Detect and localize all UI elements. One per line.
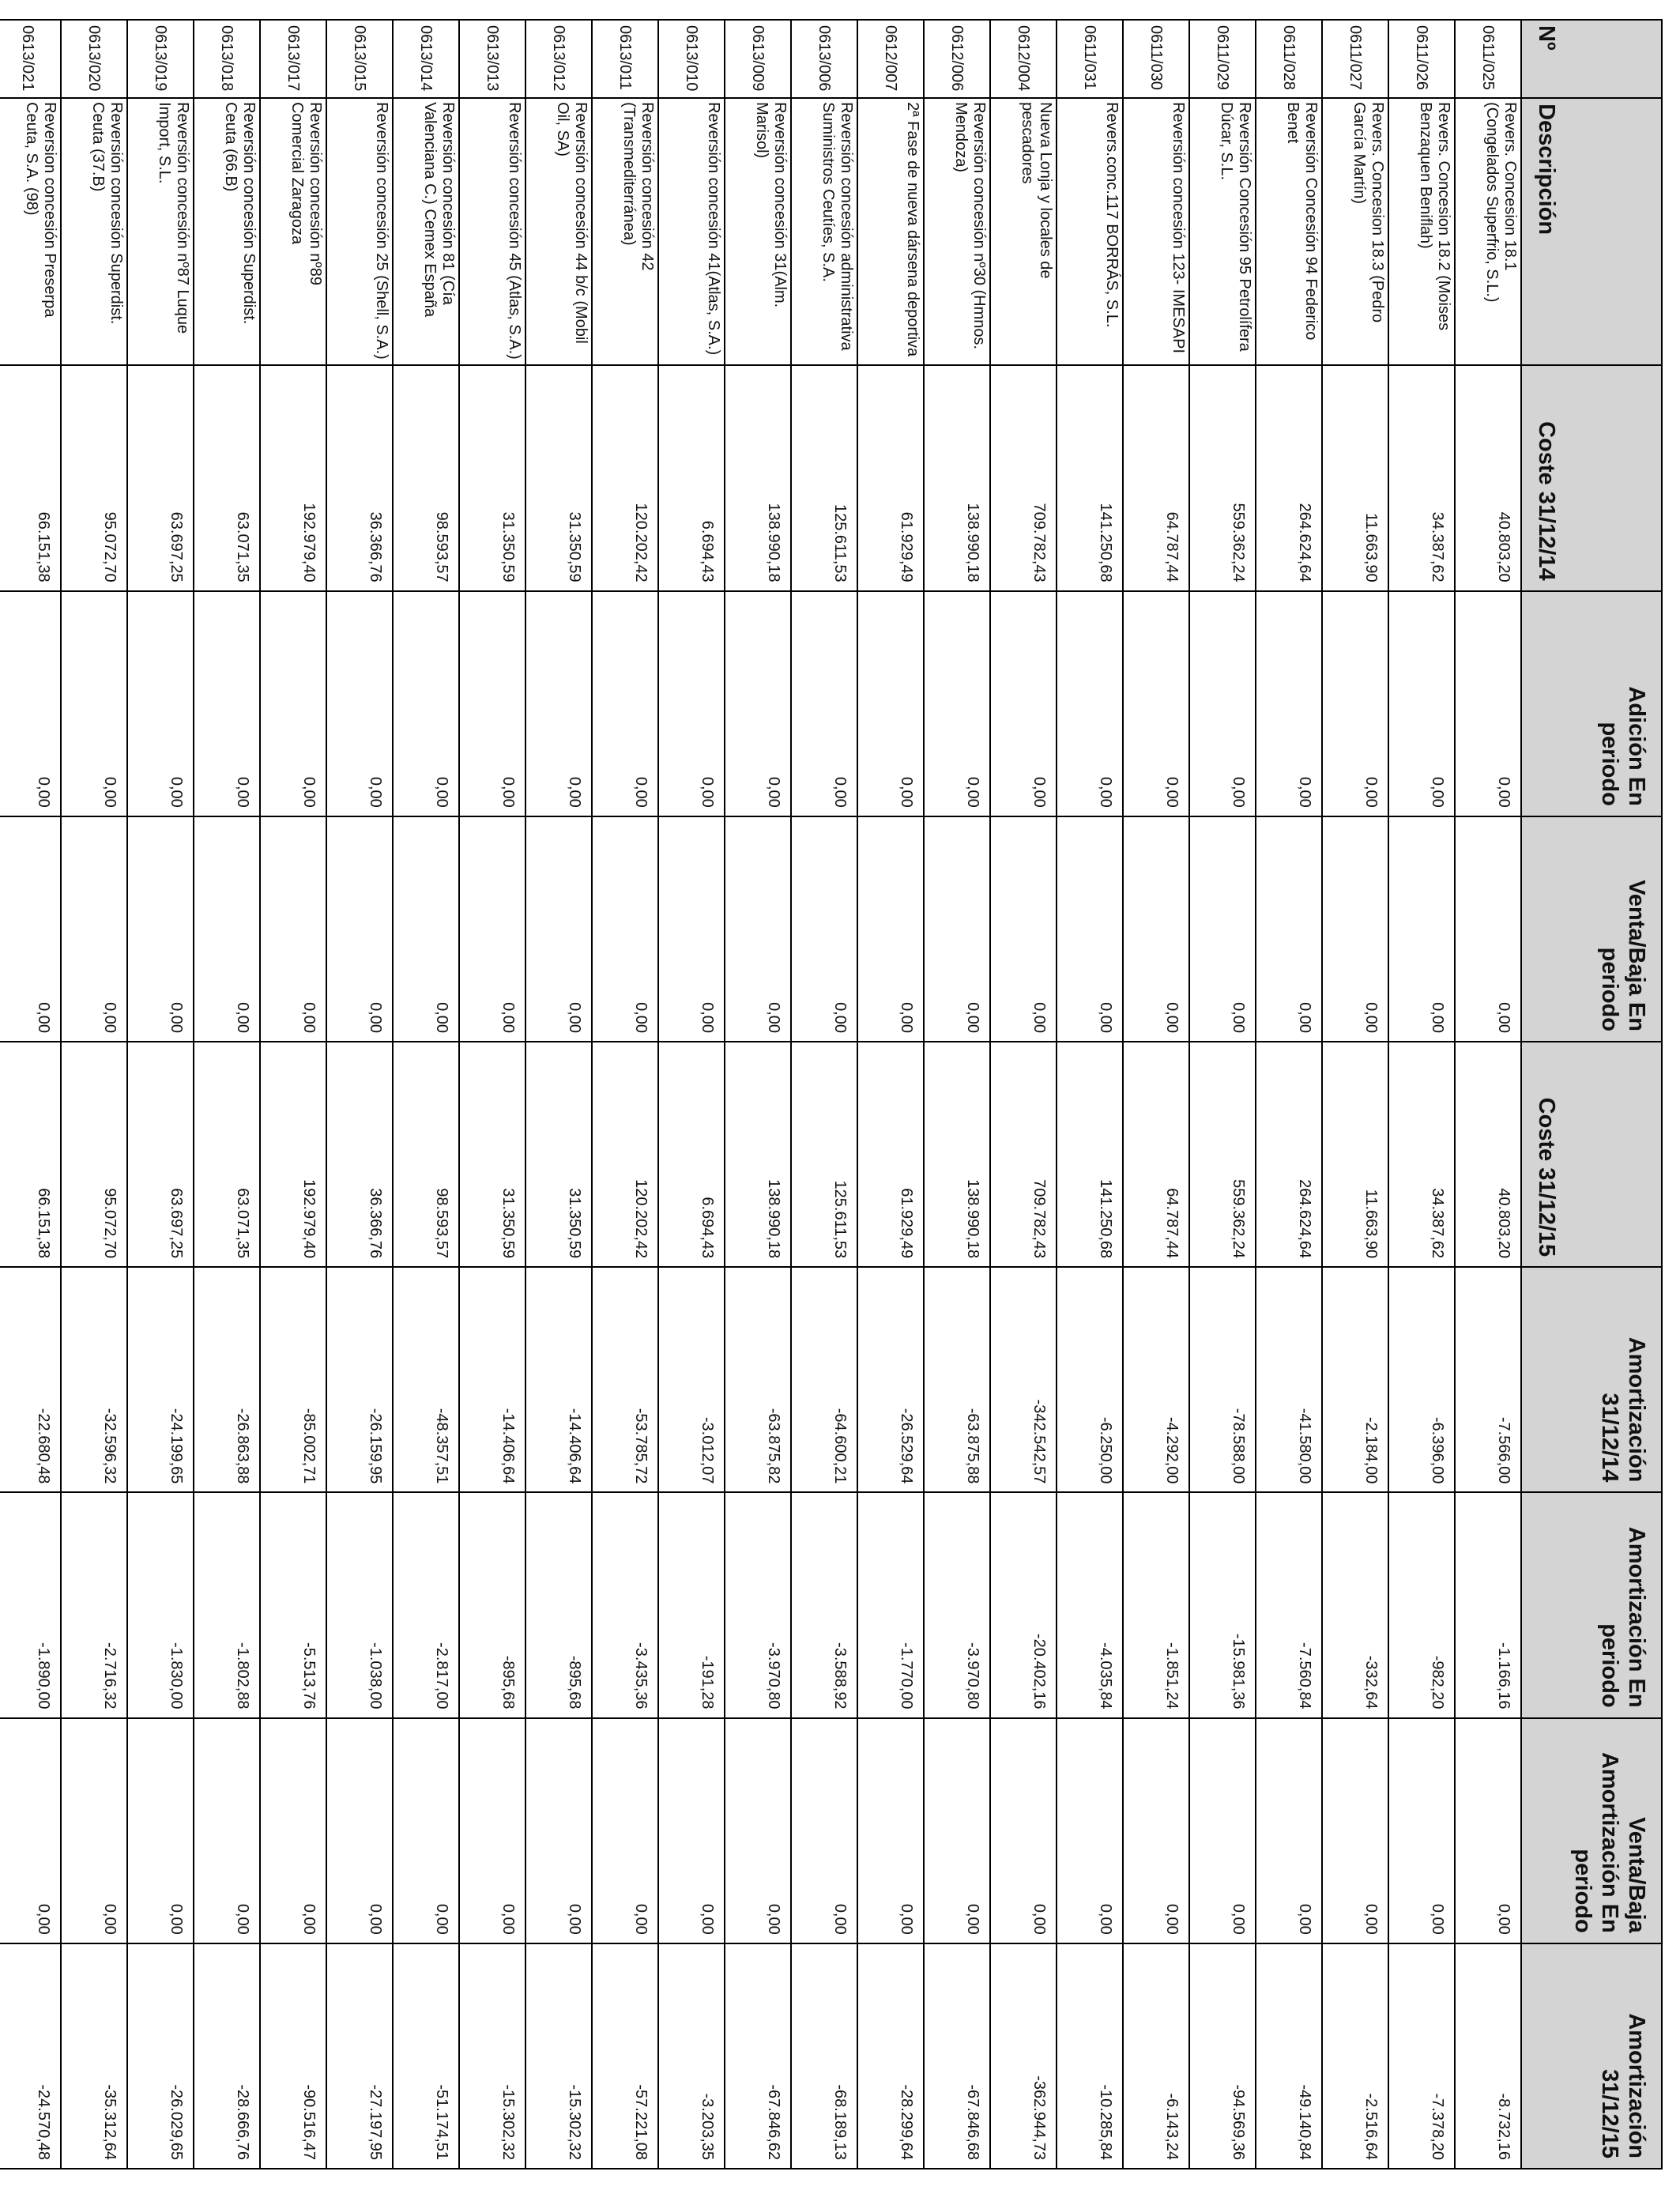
coste-15-cell: 264.624,64 <box>1256 1042 1322 1267</box>
adicion-cell: 0,00 <box>791 591 857 816</box>
adicion-cell: 0,00 <box>1455 591 1521 816</box>
num-cell: 0613/017 <box>260 20 326 98</box>
num-cell: 0611/027 <box>1322 20 1388 98</box>
amort-periodo-cell: -3.588,92 <box>791 1492 857 1717</box>
amort-15-cell: -28.299,64 <box>857 1943 924 2169</box>
table-row <box>725 20 791 2169</box>
header-amort-periodo: Amortización En periodo <box>1521 1492 1662 1717</box>
description-cell: Revers. Concesion 18.2 (Moises Benzaquen Beniflah) <box>1388 98 1455 365</box>
adicion-cell: 0,00 <box>924 591 990 816</box>
venta-baja-amort-cell: 0,00 <box>1388 1718 1455 1943</box>
amort-15-cell: -15.302,32 <box>459 1943 525 2169</box>
venta-baja-amort-cell: 0,00 <box>0 1718 61 1943</box>
coste-15-cell: 98.593,57 <box>393 1042 459 1267</box>
amort-14-cell: -26.529,64 <box>857 1267 924 1492</box>
amort-14-cell: -4.292,00 <box>1123 1267 1189 1492</box>
table-row <box>1388 20 1455 2169</box>
description-cell: Reversión concesión 25 (Shell, S.A.) <box>326 98 393 365</box>
amort-periodo-cell: -5.513,76 <box>260 1492 326 1717</box>
num-cell: 0613/014 <box>393 20 459 98</box>
coste-15-cell: 192.979,40 <box>260 1042 326 1267</box>
coste-14-cell: 63.697,25 <box>127 365 194 590</box>
coste-15-cell: 120.202,42 <box>592 1042 658 1267</box>
venta-baja-cell: 0,00 <box>857 816 924 1042</box>
venta-baja-cell: 0,00 <box>326 816 393 1042</box>
num-cell: 0611/026 <box>1388 20 1455 98</box>
amort-periodo-cell: -7.560,84 <box>1256 1492 1322 1717</box>
amort-14-cell: -63.875,88 <box>924 1267 990 1492</box>
adicion-cell: 0,00 <box>525 591 592 816</box>
venta-baja-cell: 0,00 <box>260 816 326 1042</box>
table-body <box>0 20 1521 2169</box>
table-row <box>592 20 658 2169</box>
table-row <box>791 20 857 2169</box>
amort-periodo-cell: -4.035,84 <box>1057 1492 1123 1717</box>
amort-15-cell: -68.189,13 <box>791 1943 857 2169</box>
coste-14-cell: 66.151,38 <box>0 365 61 590</box>
venta-baja-cell: 0,00 <box>791 816 857 1042</box>
adicion-cell: 0,00 <box>260 591 326 816</box>
coste-15-cell: 559.362,24 <box>1189 1042 1256 1267</box>
venta-baja-amort-cell: 0,00 <box>459 1718 525 1943</box>
venta-baja-cell: 0,00 <box>725 816 791 1042</box>
adicion-cell: 0,00 <box>194 591 260 816</box>
amort-14-cell: -41.580,00 <box>1256 1267 1322 1492</box>
amort-15-cell: -90.516,47 <box>260 1943 326 2169</box>
venta-baja-cell: 0,00 <box>459 816 525 1042</box>
venta-baja-amort-cell: 0,00 <box>1123 1718 1189 1943</box>
amort-periodo-cell: -1.802,88 <box>194 1492 260 1717</box>
coste-15-cell: 31.350,59 <box>459 1042 525 1267</box>
venta-baja-amort-cell: 0,00 <box>1322 1718 1388 1943</box>
table-row <box>61 20 127 2169</box>
amort-14-cell: -22.680,48 <box>0 1267 61 1492</box>
venta-baja-cell: 0,00 <box>592 816 658 1042</box>
adicion-cell: 0,00 <box>1388 591 1455 816</box>
amort-15-cell: -2.516,64 <box>1322 1943 1388 2169</box>
header-venta-baja: Venta/Baja En periodo <box>1521 816 1662 1042</box>
amort-periodo-cell: -3.970,80 <box>725 1492 791 1717</box>
coste-14-cell: 61.929,49 <box>857 365 924 590</box>
amort-14-cell: -3.012,07 <box>658 1267 725 1492</box>
num-cell: 0613/013 <box>459 20 525 98</box>
amort-15-cell: -3.203,35 <box>658 1943 725 2169</box>
venta-baja-cell: 0,00 <box>194 816 260 1042</box>
table-row <box>1322 20 1388 2169</box>
table-row <box>658 20 725 2169</box>
num-cell: 0611/031 <box>1057 20 1123 98</box>
adicion-cell: 0,00 <box>1057 591 1123 816</box>
header-num: Nº <box>1521 20 1662 98</box>
adicion-cell: 0,00 <box>658 591 725 816</box>
amort-14-cell: -342.542,57 <box>990 1267 1057 1492</box>
adicion-cell: 0,00 <box>0 591 61 816</box>
coste-14-cell: 559.362,24 <box>1189 365 1256 590</box>
num-cell: 0613/020 <box>61 20 127 98</box>
coste-15-cell: 6.694,43 <box>658 1042 725 1267</box>
num-cell: 0613/019 <box>127 20 194 98</box>
venta-baja-amort-cell: 0,00 <box>127 1718 194 1943</box>
description-cell: Reversión concesión nº87 Luque Import, S.L. <box>127 98 194 365</box>
coste-15-cell: 11.663,90 <box>1322 1042 1388 1267</box>
header-amort-14: Amortización 31/12/14 <box>1521 1267 1662 1492</box>
description-cell: Reversión concesión 123- IMESAPI <box>1123 98 1189 365</box>
amort-14-cell: -26.159,95 <box>326 1267 393 1492</box>
venta-baja-amort-cell: 0,00 <box>1455 1718 1521 1943</box>
coste-14-cell: 141.250,68 <box>1057 365 1123 590</box>
coste-14-cell: 36.366,76 <box>326 365 393 590</box>
amort-14-cell: -64.600,21 <box>791 1267 857 1492</box>
amort-periodo-cell: -15.981,36 <box>1189 1492 1256 1717</box>
table-row <box>1123 20 1189 2169</box>
coste-14-cell: 192.979,40 <box>260 365 326 590</box>
description-cell: Revers.conc.117 BORRÁS, S.L. <box>1057 98 1123 365</box>
num-cell: 0613/012 <box>525 20 592 98</box>
amort-15-cell: -28.666,76 <box>194 1943 260 2169</box>
venta-baja-amort-cell: 0,00 <box>393 1718 459 1943</box>
header-amort-15: Amortización 31/12/15 <box>1521 1943 1662 2169</box>
description-cell: Reversión concesión nº89 Comercial Zaragoza <box>260 98 326 365</box>
header-coste-14: Coste 31/12/14 <box>1521 365 1662 590</box>
amort-14-cell: -6.396,00 <box>1388 1267 1455 1492</box>
amort-periodo-cell: -895,68 <box>525 1492 592 1717</box>
coste-14-cell: 40.803,20 <box>1455 365 1521 590</box>
venta-baja-cell: 0,00 <box>924 816 990 1042</box>
coste-15-cell: 36.366,76 <box>326 1042 393 1267</box>
coste-14-cell: 31.350,59 <box>525 365 592 590</box>
venta-baja-amort-cell: 0,00 <box>990 1718 1057 1943</box>
venta-baja-cell: 0,00 <box>1256 816 1322 1042</box>
adicion-cell: 0,00 <box>393 591 459 816</box>
coste-15-cell: 709.782,43 <box>990 1042 1057 1267</box>
table-row <box>1256 20 1322 2169</box>
amort-14-cell: -48.357,51 <box>393 1267 459 1492</box>
venta-baja-amort-cell: 0,00 <box>61 1718 127 1943</box>
adicion-cell: 0,00 <box>326 591 393 816</box>
coste-15-cell: 95.072,70 <box>61 1042 127 1267</box>
adicion-cell: 0,00 <box>1123 591 1189 816</box>
num-cell: 0612/004 <box>990 20 1057 98</box>
venta-baja-amort-cell: 0,00 <box>194 1718 260 1943</box>
amort-14-cell: -6.250,00 <box>1057 1267 1123 1492</box>
amort-periodo-cell: -895,68 <box>459 1492 525 1717</box>
description-cell: Reversión concesión Superdist. Ceuta (66.B) <box>194 98 260 365</box>
coste-15-cell: 66.151,38 <box>0 1042 61 1267</box>
amort-15-cell: -35.312,64 <box>61 1943 127 2169</box>
adicion-cell: 0,00 <box>459 591 525 816</box>
amort-15-cell: -57.221,08 <box>592 1943 658 2169</box>
venta-baja-amort-cell: 0,00 <box>260 1718 326 1943</box>
adicion-cell: 0,00 <box>1256 591 1322 816</box>
table-row <box>127 20 194 2169</box>
coste-14-cell: 709.782,43 <box>990 365 1057 590</box>
venta-baja-cell: 0,00 <box>1189 816 1256 1042</box>
coste-14-cell: 63.071,35 <box>194 365 260 590</box>
amort-periodo-cell: -2.817,00 <box>393 1492 459 1717</box>
coste-14-cell: 138.990,18 <box>725 365 791 590</box>
coste-15-cell: 125.611,53 <box>791 1042 857 1267</box>
num-cell: 0611/030 <box>1123 20 1189 98</box>
coste-15-cell: 63.071,35 <box>194 1042 260 1267</box>
amort-15-cell: -27.197,95 <box>326 1943 393 2169</box>
description-cell: Reversión concesión 31(Alm. Marisol) <box>725 98 791 365</box>
venta-baja-cell: 0,00 <box>393 816 459 1042</box>
num-cell: 0613/018 <box>194 20 260 98</box>
coste-15-cell: 64.787,44 <box>1123 1042 1189 1267</box>
description-cell: Reversión concesión Superdist. Ceuta (37.B) <box>61 98 127 365</box>
table-row <box>857 20 924 2169</box>
coste-15-cell: 34.387,62 <box>1388 1042 1455 1267</box>
adicion-cell: 0,00 <box>725 591 791 816</box>
table-row <box>525 20 592 2169</box>
venta-baja-amort-cell: 0,00 <box>1256 1718 1322 1943</box>
venta-baja-amort-cell: 0,00 <box>592 1718 658 1943</box>
header-adicion: Adición En periodo <box>1521 591 1662 816</box>
num-cell: 0611/029 <box>1189 20 1256 98</box>
amort-14-cell: -53.785,72 <box>592 1267 658 1492</box>
amort-14-cell: -14.406,64 <box>459 1267 525 1492</box>
coste-15-cell: 138.990,18 <box>924 1042 990 1267</box>
description-cell: Reversión concesión nº30 (Hmnos. Mendoza) <box>924 98 990 365</box>
table-row <box>194 20 260 2169</box>
description-cell: Reversion concesión Preserpa Ceuta, S.A. (98) <box>0 98 61 365</box>
venta-baja-amort-cell: 0,00 <box>1057 1718 1123 1943</box>
amort-15-cell: -49.140,84 <box>1256 1943 1322 2169</box>
amort-14-cell: -32.596,32 <box>61 1267 127 1492</box>
description-cell: Revers. Concesion 18.3 (Pedro García Martín) <box>1322 98 1388 365</box>
venta-baja-amort-cell: 0,00 <box>326 1718 393 1943</box>
venta-baja-cell: 0,00 <box>990 816 1057 1042</box>
coste-15-cell: 31.350,59 <box>525 1042 592 1267</box>
table-row <box>1189 20 1256 2169</box>
adicion-cell: 0,00 <box>1322 591 1388 816</box>
coste-14-cell: 95.072,70 <box>61 365 127 590</box>
num-cell: 0613/011 <box>592 20 658 98</box>
venta-baja-amort-cell: 0,00 <box>658 1718 725 1943</box>
adicion-cell: 0,00 <box>61 591 127 816</box>
amort-15-cell: -15.302,32 <box>525 1943 592 2169</box>
venta-baja-cell: 0,00 <box>1322 816 1388 1042</box>
venta-baja-cell: 0,00 <box>1455 816 1521 1042</box>
amort-15-cell: -94.569,36 <box>1189 1943 1256 2169</box>
table-row <box>393 20 459 2169</box>
amort-periodo-cell: -3.970,80 <box>924 1492 990 1717</box>
description-cell: Revers. Concesion 18.1 (Congelados Superfrio, S.L.) <box>1455 98 1521 365</box>
assets-table <box>0 19 1663 2169</box>
amort-periodo-cell: -2.716,32 <box>61 1492 127 1717</box>
coste-15-cell: 40.803,20 <box>1455 1042 1521 1267</box>
header-descripcion: Descripción <box>1521 98 1662 365</box>
amort-14-cell: -7.566,00 <box>1455 1267 1521 1492</box>
amort-15-cell: -24.570,48 <box>0 1943 61 2169</box>
coste-15-cell: 63.697,25 <box>127 1042 194 1267</box>
amort-periodo-cell: -1.830,00 <box>127 1492 194 1717</box>
amort-14-cell: -85.002,71 <box>260 1267 326 1492</box>
description-cell: Reversión Concesión 95 Petrolífera Dúcar, S.L. <box>1189 98 1256 365</box>
num-cell: 0613/015 <box>326 20 393 98</box>
coste-14-cell: 120.202,42 <box>592 365 658 590</box>
amort-periodo-cell: -982,20 <box>1388 1492 1455 1717</box>
venta-baja-amort-cell: 0,00 <box>725 1718 791 1943</box>
amort-15-cell: -8.732,16 <box>1455 1943 1521 2169</box>
venta-baja-amort-cell: 0,00 <box>525 1718 592 1943</box>
amort-15-cell: -67.846,68 <box>924 1943 990 2169</box>
adicion-cell: 0,00 <box>592 591 658 816</box>
venta-baja-cell: 0,00 <box>1057 816 1123 1042</box>
venta-baja-amort-cell: 0,00 <box>791 1718 857 1943</box>
header-row <box>1521 20 1662 2169</box>
num-cell: 0613/010 <box>658 20 725 98</box>
coste-15-cell: 141.250,68 <box>1057 1042 1123 1267</box>
description-cell: Reversión concesión administrativa Suministros Ceutíes, S.A. <box>791 98 857 365</box>
description-cell: Reversión concesión 42 (Transmediterránea) <box>592 98 658 365</box>
coste-14-cell: 138.990,18 <box>924 365 990 590</box>
venta-baja-cell: 0,00 <box>525 816 592 1042</box>
amort-14-cell: -2.184,00 <box>1322 1267 1388 1492</box>
description-cell: Reversión Concesión 94 Federico Benet <box>1256 98 1322 365</box>
venta-baja-cell: 0,00 <box>1388 816 1455 1042</box>
description-cell: Nueva Lonja y locales de pescadores <box>990 98 1057 365</box>
header-coste-15: Coste 31/12/15 <box>1521 1042 1662 1267</box>
venta-baja-cell: 0,00 <box>658 816 725 1042</box>
amort-periodo-cell: -1.890,00 <box>0 1492 61 1717</box>
coste-14-cell: 11.663,90 <box>1322 365 1388 590</box>
amort-15-cell: -7.378,20 <box>1388 1943 1455 2169</box>
header-venta-baja-amort: Venta/Baja Amortización En periodo <box>1521 1718 1662 1943</box>
num-cell: 0613/009 <box>725 20 791 98</box>
coste-14-cell: 98.593,57 <box>393 365 459 590</box>
table-row <box>990 20 1057 2169</box>
num-cell: 0611/025 <box>1455 20 1521 98</box>
amort-14-cell: -26.863,88 <box>194 1267 260 1492</box>
amort-periodo-cell: -1.166,16 <box>1455 1492 1521 1717</box>
description-cell: Reversión concesión 41(Atlas, S.A.) <box>658 98 725 365</box>
amort-15-cell: -51.174,51 <box>393 1943 459 2169</box>
num-cell: 0611/028 <box>1256 20 1322 98</box>
coste-14-cell: 6.694,43 <box>658 365 725 590</box>
amort-14-cell: -14.406,64 <box>525 1267 592 1492</box>
adicion-cell: 0,00 <box>1189 591 1256 816</box>
amort-15-cell: -6.143,24 <box>1123 1943 1189 2169</box>
description-cell: Reversión concesión 45 (Atlas, S.A.) <box>459 98 525 365</box>
table-row <box>326 20 393 2169</box>
amort-15-cell: -362.944,73 <box>990 1943 1057 2169</box>
adicion-cell: 0,00 <box>857 591 924 816</box>
amort-14-cell: -24.199,65 <box>127 1267 194 1492</box>
description-cell: Reversión concesión 81 (Cía Valenciana C.) Cemex España <box>393 98 459 365</box>
num-cell: 0612/007 <box>857 20 924 98</box>
coste-14-cell: 31.350,59 <box>459 365 525 590</box>
venta-baja-cell: 0,00 <box>127 816 194 1042</box>
coste-14-cell: 34.387,62 <box>1388 365 1455 590</box>
amort-periodo-cell: -1.038,00 <box>326 1492 393 1717</box>
table-row <box>260 20 326 2169</box>
venta-baja-amort-cell: 0,00 <box>924 1718 990 1943</box>
amort-periodo-cell: -191,28 <box>658 1492 725 1717</box>
num-cell: 0613/021 <box>0 20 61 98</box>
table-row <box>1455 20 1521 2169</box>
amort-periodo-cell: -1.851,24 <box>1123 1492 1189 1717</box>
coste-15-cell: 138.990,18 <box>725 1042 791 1267</box>
table-row <box>0 20 61 2169</box>
num-cell: 0613/006 <box>791 20 857 98</box>
table-row <box>924 20 990 2169</box>
amort-periodo-cell: -3.435,36 <box>592 1492 658 1717</box>
amort-15-cell: -26.029,65 <box>127 1943 194 2169</box>
venta-baja-cell: 0,00 <box>1123 816 1189 1042</box>
amort-14-cell: -78.588,00 <box>1189 1267 1256 1492</box>
description-cell: 2ª Fase de nueva dársena deportiva <box>857 98 924 365</box>
amort-14-cell: -63.875,82 <box>725 1267 791 1492</box>
amort-15-cell: -10.285,84 <box>1057 1943 1123 2169</box>
coste-15-cell: 61.929,49 <box>857 1042 924 1267</box>
table-row <box>459 20 525 2169</box>
venta-baja-amort-cell: 0,00 <box>857 1718 924 1943</box>
venta-baja-cell: 0,00 <box>61 816 127 1042</box>
coste-14-cell: 125.611,53 <box>791 365 857 590</box>
description-cell: Reversión concesión 44 b/c (Mobil Oil, SA) <box>525 98 592 365</box>
amort-15-cell: -67.846,62 <box>725 1943 791 2169</box>
amort-periodo-cell: -1.770,00 <box>857 1492 924 1717</box>
venta-baja-amort-cell: 0,00 <box>1189 1718 1256 1943</box>
adicion-cell: 0,00 <box>127 591 194 816</box>
venta-baja-cell: 0,00 <box>0 816 61 1042</box>
amort-periodo-cell: -20.402,16 <box>990 1492 1057 1717</box>
coste-14-cell: 264.624,64 <box>1256 365 1322 590</box>
num-cell: 0612/006 <box>924 20 990 98</box>
coste-14-cell: 64.787,44 <box>1123 365 1189 590</box>
table-row <box>1057 20 1123 2169</box>
amort-periodo-cell: -332,64 <box>1322 1492 1388 1717</box>
adicion-cell: 0,00 <box>990 591 1057 816</box>
